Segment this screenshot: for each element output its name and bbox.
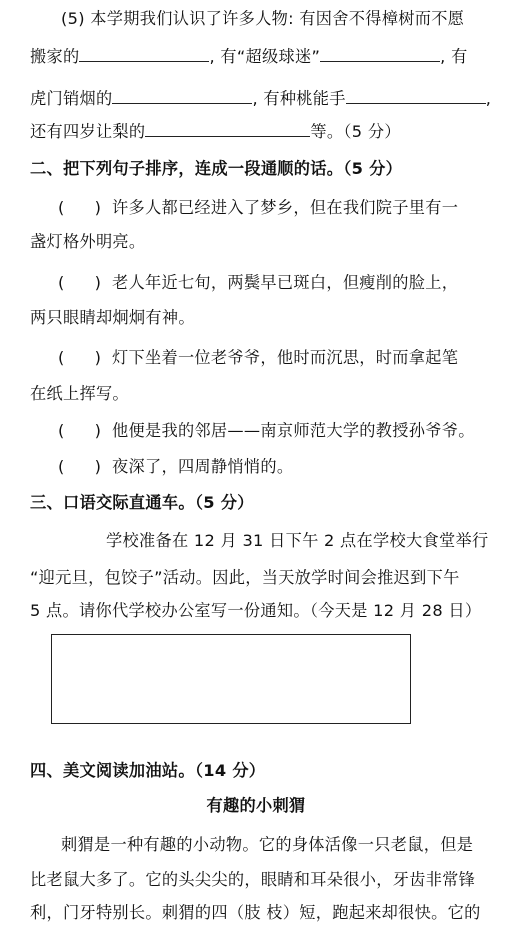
sort-item-2	[30, 272, 492, 294]
q5-text: 虎门销烟的	[30, 89, 113, 108]
sort-item-5	[30, 456, 492, 478]
q5-text: , 有“超级球迷”	[209, 47, 321, 66]
sort-item-text: 老人年近七旬，两鬓早已斑白，但瘦削的脸上，	[112, 273, 459, 292]
sort-item-3	[30, 347, 492, 369]
order-answer-box[interactable]	[30, 272, 102, 294]
paren-close: )	[94, 421, 102, 440]
answer-blank[interactable]	[346, 89, 486, 104]
q5-text: 搬家的	[30, 47, 80, 66]
paren-close: )	[94, 348, 102, 367]
order-answer-box[interactable]	[30, 420, 102, 442]
sort-item-2-cont: 两只眼睛却炯炯有神。	[30, 308, 195, 327]
sort-item-text: 他便是我的邻居——南京师范大学的教授孙爷爷。	[112, 421, 475, 440]
sort-item-text: 夜深了，四周静悄悄的。	[112, 457, 294, 476]
article-para-3: 利，门牙特别长。刺猬的四（肢 枝）短，跑起来却很快。它的	[30, 903, 481, 922]
paren-open: (	[58, 198, 65, 217]
article-para-2: 比老鼠大多了。它的头尖尖的，眼睛和耳朵很小，牙齿非常锋	[30, 870, 476, 889]
section-3-para-1: 学校准备在 12 月 31 日下午 2 点在学校大食堂举行	[106, 531, 489, 550]
q5-text: , 有	[440, 47, 468, 66]
q5-text: ,	[485, 89, 492, 108]
notice-writing-box[interactable]	[51, 634, 411, 724]
order-answer-box[interactable]	[30, 347, 102, 369]
sort-item-4	[30, 420, 492, 442]
q5-line-4	[30, 121, 492, 143]
answer-blank[interactable]	[79, 47, 209, 62]
q5-line-3	[30, 88, 492, 110]
q5-line-2	[30, 46, 492, 68]
paren-close: )	[94, 198, 102, 217]
q5-line-1: (5) 本学期我们认识了许多人物: 有因舍不得樟树而不愿	[61, 9, 465, 28]
q5-text: , 有种桃能手	[252, 89, 346, 108]
paren-close: )	[94, 273, 102, 292]
section-4-title: 四、美文阅读加油站。（14 分）	[30, 761, 266, 780]
paren-close: )	[94, 457, 102, 476]
answer-blank[interactable]	[112, 89, 252, 104]
paren-open: (	[58, 273, 65, 292]
paren-open: (	[58, 457, 65, 476]
answer-blank[interactable]	[320, 47, 440, 62]
q5-text: 还有四岁让梨的	[30, 122, 146, 141]
sort-item-text: 许多人都已经进入了梦乡，但在我们院子里有一	[112, 198, 459, 217]
section-3-title: 三、口语交际直通车。（5 分）	[30, 493, 254, 512]
sort-item-3-cont: 在纸上挥写。	[30, 384, 129, 403]
q5-text: 等。（5 分）	[310, 122, 401, 141]
section-3-para-2: “迎元旦，包饺子”活动。因此，当天放学时间会推迟到下午	[30, 568, 460, 587]
section-3-para-3: 5 点。请你代学校办公室写一份通知。（今天是 12 月 28 日）	[30, 601, 482, 620]
answer-blank[interactable]	[145, 122, 310, 137]
section-2-title: 二、把下列句子排序，连成一段通顺的话。（5 分）	[30, 159, 403, 178]
paren-open: (	[58, 421, 65, 440]
sort-item-1-cont: 盏灯格外明亮。	[30, 232, 146, 251]
article-para-1: 刺猬是一种有趣的小动物。它的身体活像一只老鼠，但是	[61, 835, 474, 854]
paren-open: (	[58, 348, 65, 367]
order-answer-box[interactable]	[30, 197, 102, 219]
article-title: 有趣的小刺猬	[206, 796, 306, 815]
order-answer-box[interactable]	[30, 456, 102, 478]
sort-item-1	[30, 197, 492, 219]
sort-item-text: 灯下坐着一位老爷爷，他时而沉思，时而拿起笔	[112, 348, 459, 367]
